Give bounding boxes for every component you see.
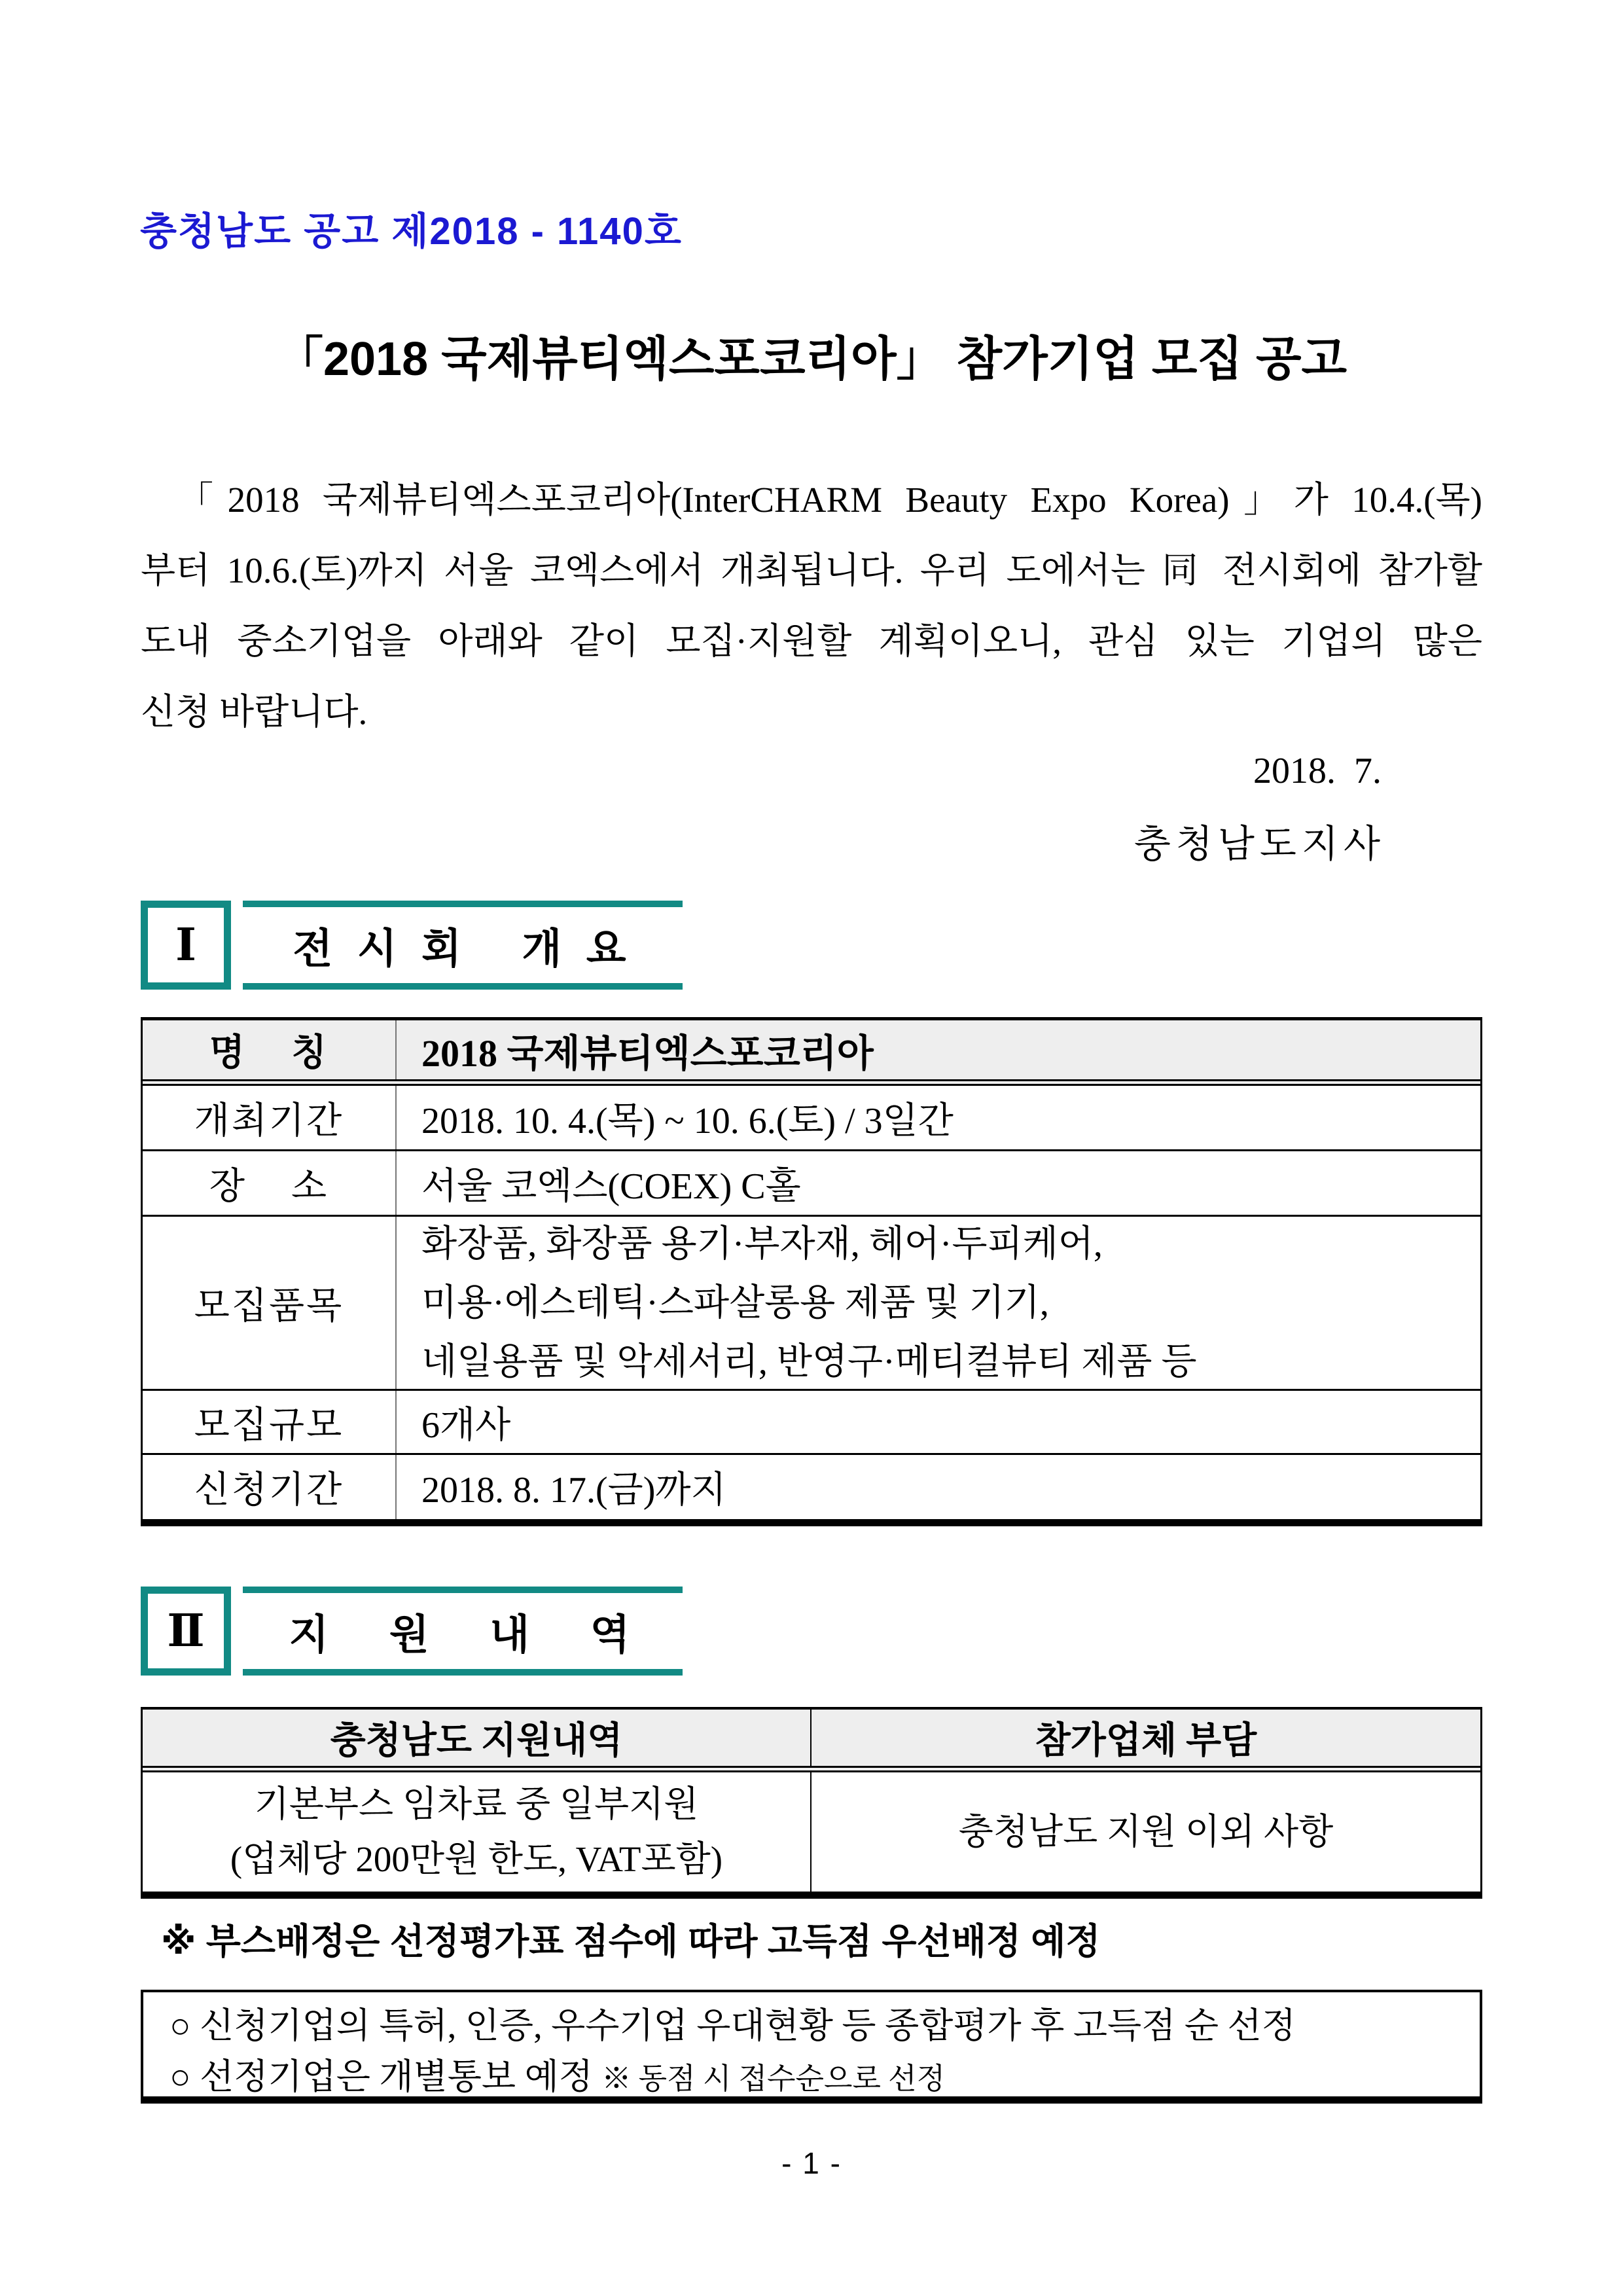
table-row (143, 1217, 1480, 1391)
table-row (143, 1086, 1480, 1151)
selection-criteria-box (141, 1990, 1482, 2104)
table-row-value: 2018. 8. 17.(금)까지 (421, 1470, 726, 1511)
section-title: 지 원 내 역 (243, 1587, 683, 1676)
support-details-table (141, 1707, 1482, 1899)
table-header-row (143, 1710, 1480, 1772)
section-numeral: Ⅱ (141, 1587, 231, 1676)
criteria-line-note: ※ 동점 시 접수순으로 선정 (601, 2062, 946, 2095)
table-row (143, 1151, 1480, 1217)
table-row-value (397, 1217, 1480, 1389)
table-row-value: 서울 코엑스(COEX) C홀 (421, 1166, 801, 1207)
table-row (143, 1391, 1480, 1455)
table-row (143, 1455, 1480, 1519)
intro-line: 신청 바랍니다. (141, 692, 368, 732)
cell-line: (업체당 200만원 한도, VAT포함) (230, 1839, 723, 1879)
criteria-line (169, 2051, 1467, 2104)
booth-assignment-note: ※ 부스배정은 선정평가표 점수에 따라 고득점 우선배정 예정 (161, 1921, 1101, 1962)
table-row-label: 모집규모 (143, 1391, 397, 1453)
intro-line: 도내 중소기업을 아래와 같이 모집·지원할 계획이오니, 관심 있는 기업의 많은 (141, 621, 1482, 661)
table-row-value: 2018. 10. 4.(목) ~ 10. 6.(토) / 3일간 (421, 1100, 954, 1141)
criteria-line: ○ 신청기업의 특허, 인증, 우수기업 우대현황 등 종합평가 후 고득점 순 선정 (169, 2006, 1296, 2045)
section-heading-2 (141, 1587, 683, 1676)
table-row-label: 신청기간 (143, 1455, 397, 1519)
item-line: 미용·에스테틱·스파살롱용 제품 및 기기, (421, 1282, 1049, 1323)
intro-line: 「2018 국제뷰티엑스포코리아(InterCHARM Beauty Expo Korea)」가 10.4.(목) (177, 480, 1482, 520)
page-title: 「2018 국제뷰티엑스포코리아」 참가기업 모집 공고 (276, 333, 1347, 386)
table-row-value: 6개사 (421, 1405, 511, 1446)
cell-line: 기본부스 임차료 중 일부지원 (254, 1784, 699, 1824)
table-cell: 충청남도 지원 이외 사항 (958, 1812, 1334, 1852)
table-row-label: 개최기간 (143, 1086, 397, 1149)
table-row (143, 1772, 1480, 1892)
criteria-line-main: ○ 선정기업은 개별통보 예정 (169, 2057, 602, 2096)
table-cell (143, 1772, 812, 1892)
table-row-label: 장 소 (143, 1151, 397, 1215)
intro-paragraph (141, 465, 1482, 747)
intro-line: 부터 10.6.(토)까지 서울 코엑스에서 개최됩니다. 우리 도에서는 同 전시회에 참가할 (141, 550, 1482, 590)
exhibition-overview-table (141, 1017, 1482, 1526)
section-numeral: Ⅰ (141, 901, 231, 990)
page-number: - 1 - (781, 2146, 842, 2180)
section-heading-1 (141, 901, 683, 990)
table-row-label: 모집품목 (143, 1217, 397, 1389)
item-line: 화장품, 화장품 용기·부자재, 헤어·두피케어, (421, 1223, 1103, 1265)
signature: 충청남도지사 (1133, 823, 1385, 865)
table-header-cell: 충청남도 지원내역 (143, 1710, 812, 1766)
table-row (143, 1020, 1480, 1086)
notice-number: 충청남도 공고 제2018 - 1140호 (140, 210, 683, 253)
table-row-label: 명 칭 (143, 1020, 397, 1079)
document-date: 2018. 7. (1253, 751, 1382, 791)
item-line: 네일용품 및 악세서리, 반영구·메티컬뷰티 제품 등 (421, 1341, 1197, 1382)
table-row-value: 2018 국제뷰티엑스포코리아 (421, 1032, 874, 1075)
section-title: 전 시 회 개 요 (243, 901, 683, 990)
table-header-cell: 참가업체 부담 (1035, 1721, 1257, 1761)
